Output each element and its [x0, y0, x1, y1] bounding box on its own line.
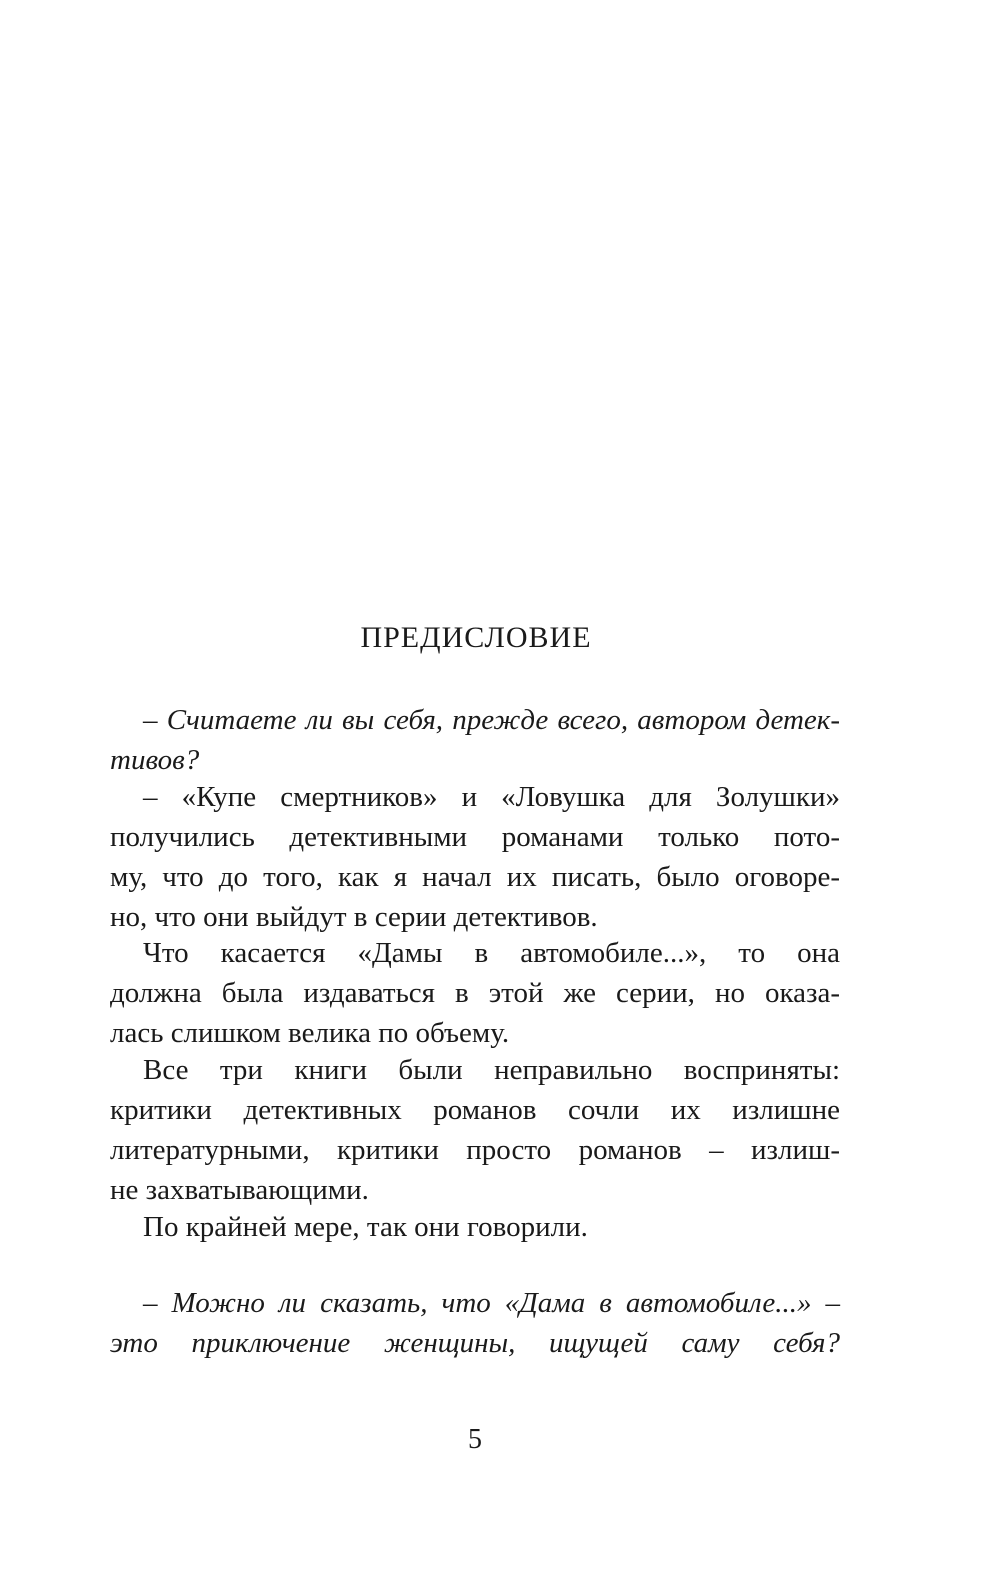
paragraph-line: литературными, критики просто романов – излиш- — [110, 1134, 840, 1166]
question-line: – Считаете ли вы себя, прежде всего, автором детек- — [143, 704, 840, 736]
question-line: тивов? — [110, 744, 200, 776]
paragraph-line: лась слишком велика по объему. — [110, 1017, 510, 1049]
page-number: 5 — [468, 1424, 482, 1455]
question-line: – Можно ли сказать, что «Дама в автомобиле...» – — [143, 1287, 840, 1319]
answer-line: му, что до того, как я начал их писать, было оговоре- — [110, 861, 840, 893]
paragraph-line: Что касается «Дамы в автомобиле...», то она — [143, 937, 840, 969]
answer-line: но, что они выйдут в серии детективов. — [110, 901, 598, 933]
chapter-heading: ПРЕДИСЛОВИЕ — [360, 621, 592, 654]
paragraph-line: Все три книги были неправильно восприняты: — [143, 1054, 840, 1086]
answer-line: – «Купе смертников» и «Ловушка для Золушки» — [143, 781, 840, 813]
paragraph-line: критики детективных романов сочли их излишне — [110, 1094, 840, 1126]
paragraph-line: должна была издаваться в этой же серии, но оказа- — [110, 977, 840, 1009]
paragraph-line: не захватывающими. — [110, 1174, 369, 1206]
paragraph-line: По крайней мере, так они говорили. — [143, 1211, 588, 1243]
question-line: это приключение женщины, ищущей саму себя? — [110, 1327, 840, 1359]
answer-line: получились детективными романами только пото- — [110, 821, 840, 853]
